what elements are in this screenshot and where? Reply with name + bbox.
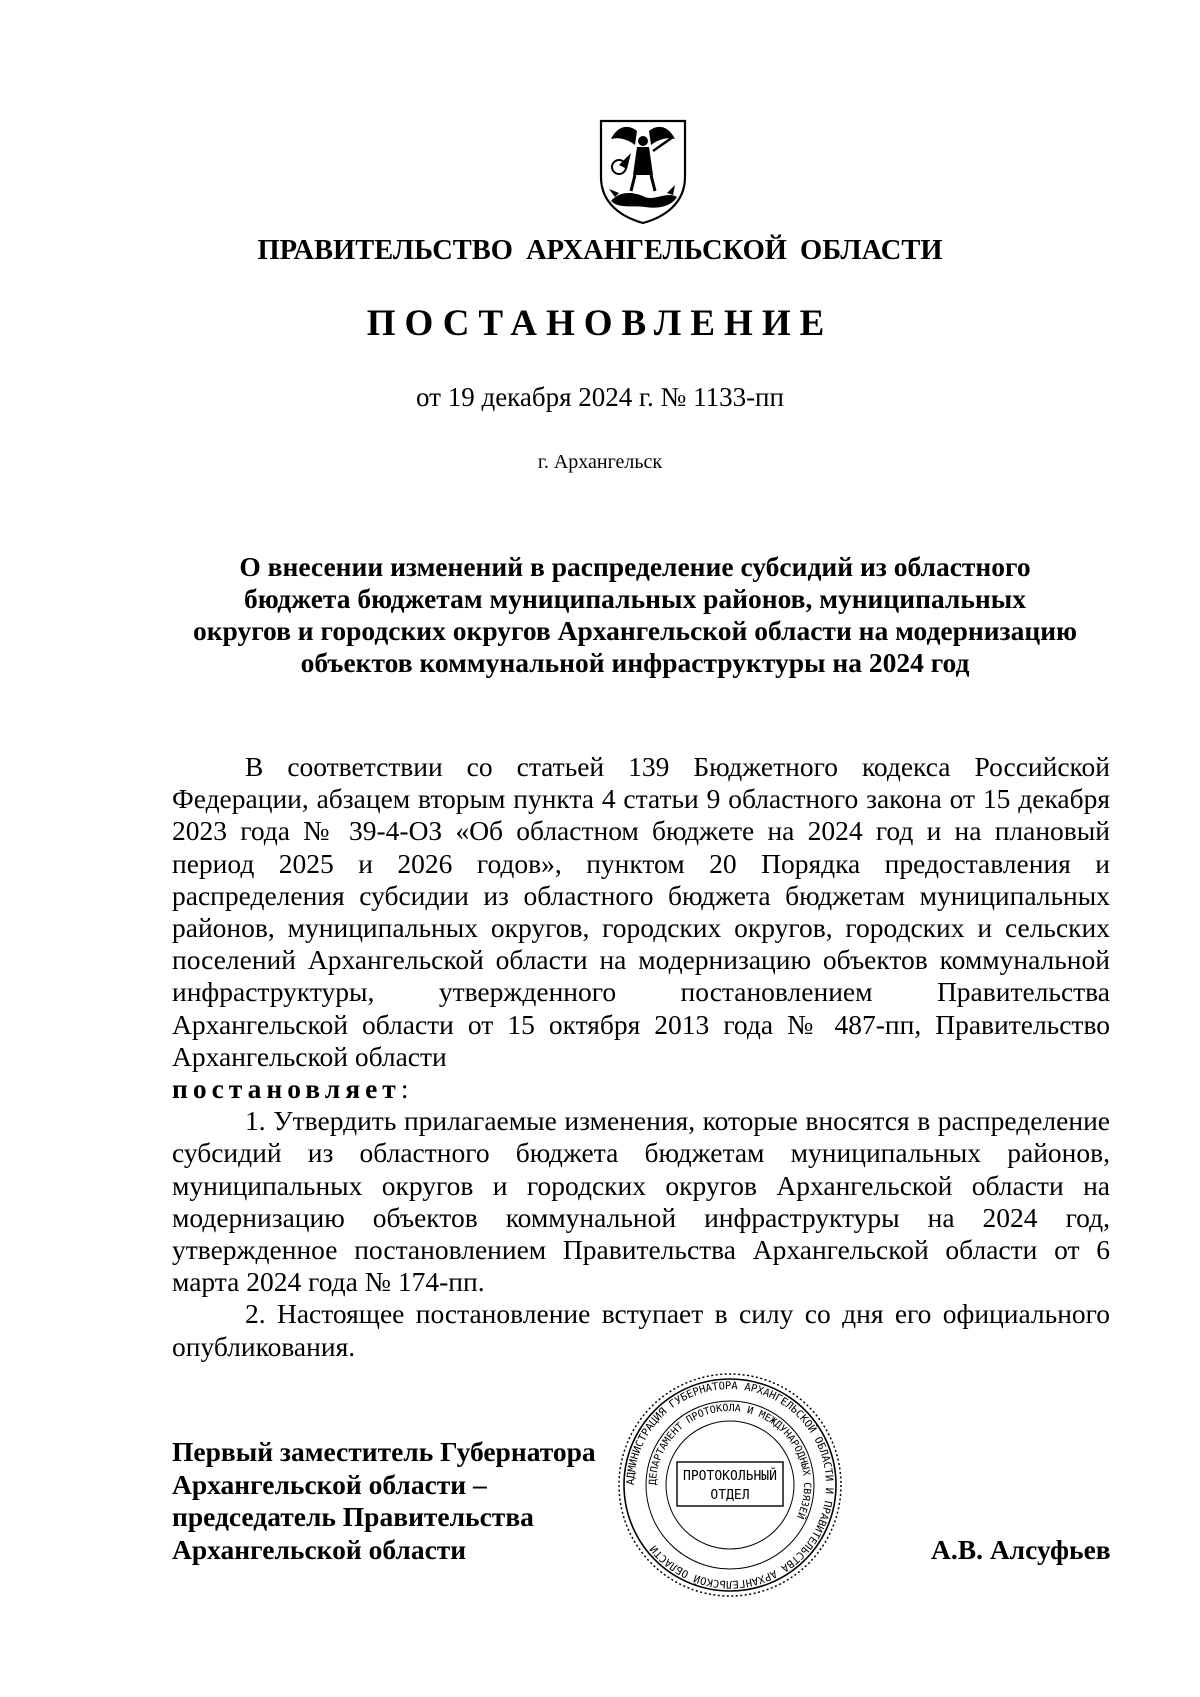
resolves-punctuation: : <box>400 1073 409 1105</box>
signer-name: А.В. Алсуфьев <box>931 1534 1111 1565</box>
coat-of-arms-emblem <box>597 117 689 225</box>
resolves-word: постановляет <box>172 1073 401 1105</box>
document-body <box>172 751 1110 1363</box>
signer-position-line: Первый заместитель Губернатора <box>172 1436 596 1467</box>
item-2-paragraph: 2. Настоящее постановление вступает в силу со дня его официального опубликования. <box>172 1298 1110 1362</box>
preamble-text: В соответствии со статьей 139 Бюджетного кодекса Российской Федерации, абзацем вторым пункта 4 статьи 9 областного закона от 15 декабря 2023 года № 39-4-ОЗ «Об областном бюджете на 2024 год и на плановый период 2025 и 2026 годов», пунктом 20 Порядка предоставления и распределения субсидии из областного бюджета бюджетам муниципальных районов, муниципальных округов, городских округов, городских и сельских поселений Архангельской области на модернизацию объектов коммунальной инфраструктуры, утвержденного постановлением Правительства Архангельской области от 15 октября 2013 года № 487-пп, Правительство Архангельской области <box>172 751 1110 1072</box>
document-city: г. Архангельск <box>537 451 663 473</box>
stamp-center-line-1: ПРОТОКОЛЬНЫЙ <box>683 1469 777 1484</box>
preamble-paragraph <box>172 751 1110 1105</box>
signer-position-line: Архангельской области – <box>172 1468 487 1500</box>
signer-position-line: Архангельской области <box>172 1533 467 1565</box>
government-title: ПРАВИТЕЛЬСТВО АРХАНГЕЛЬСКОЙ ОБЛАСТИ <box>257 235 943 266</box>
signer-position-line: председатель Правительства <box>172 1501 534 1532</box>
signer-position <box>172 1436 596 1566</box>
subject-line: объектов коммунальной инфраструктуры на 2024 год <box>300 647 970 678</box>
document-type-title: ПОСТАНОВЛЕНИЕ <box>366 303 834 344</box>
stamp-inner-text: ДЕПАРТАМЕНТ ПРОТОКОЛА И МЕЖДУНАРОДНЫХ СВЯЗЕЙ <box>647 1402 813 1521</box>
stamp-center-line-2: ОТДЕЛ <box>710 1488 750 1503</box>
stamp-outer-text: АДМИНИСТРАЦИЯ ГУБЕРНАТОРА АРХАНГЕЛЬСКОЙ ОБЛАСТИ И ПРАВИТЕЛЬСТВА АРХАНГЕЛЬСКОЙ ОБЛАСТИ <box>624 1379 836 1591</box>
document-date-number: от 19 декабря 2024 г. № 1133-пп <box>416 382 784 412</box>
subject-line: бюджета бюджетам муниципальных районов, муниципальных <box>244 583 1026 614</box>
official-stamp <box>615 1370 845 1600</box>
subject-line: О внесении изменений в распределение субсидий из областного <box>239 551 1031 582</box>
subject-line: округов и городских округов Архангельской области на модернизацию <box>192 615 1078 646</box>
document-subject <box>160 551 1110 679</box>
item-1-paragraph: 1. Утвердить прилагаемые изменения, которые вносятся в распределение субсидий из областного бюджета бюджетам муниципальных районов, муниципальных округов и городских округов Архангельской области на модернизацию объектов коммунальной инфраструктуры на 2024 год, утвержденное постановлением Правительства Архангельской области от 6 марта 2024 года № 174-пп. <box>172 1105 1110 1298</box>
